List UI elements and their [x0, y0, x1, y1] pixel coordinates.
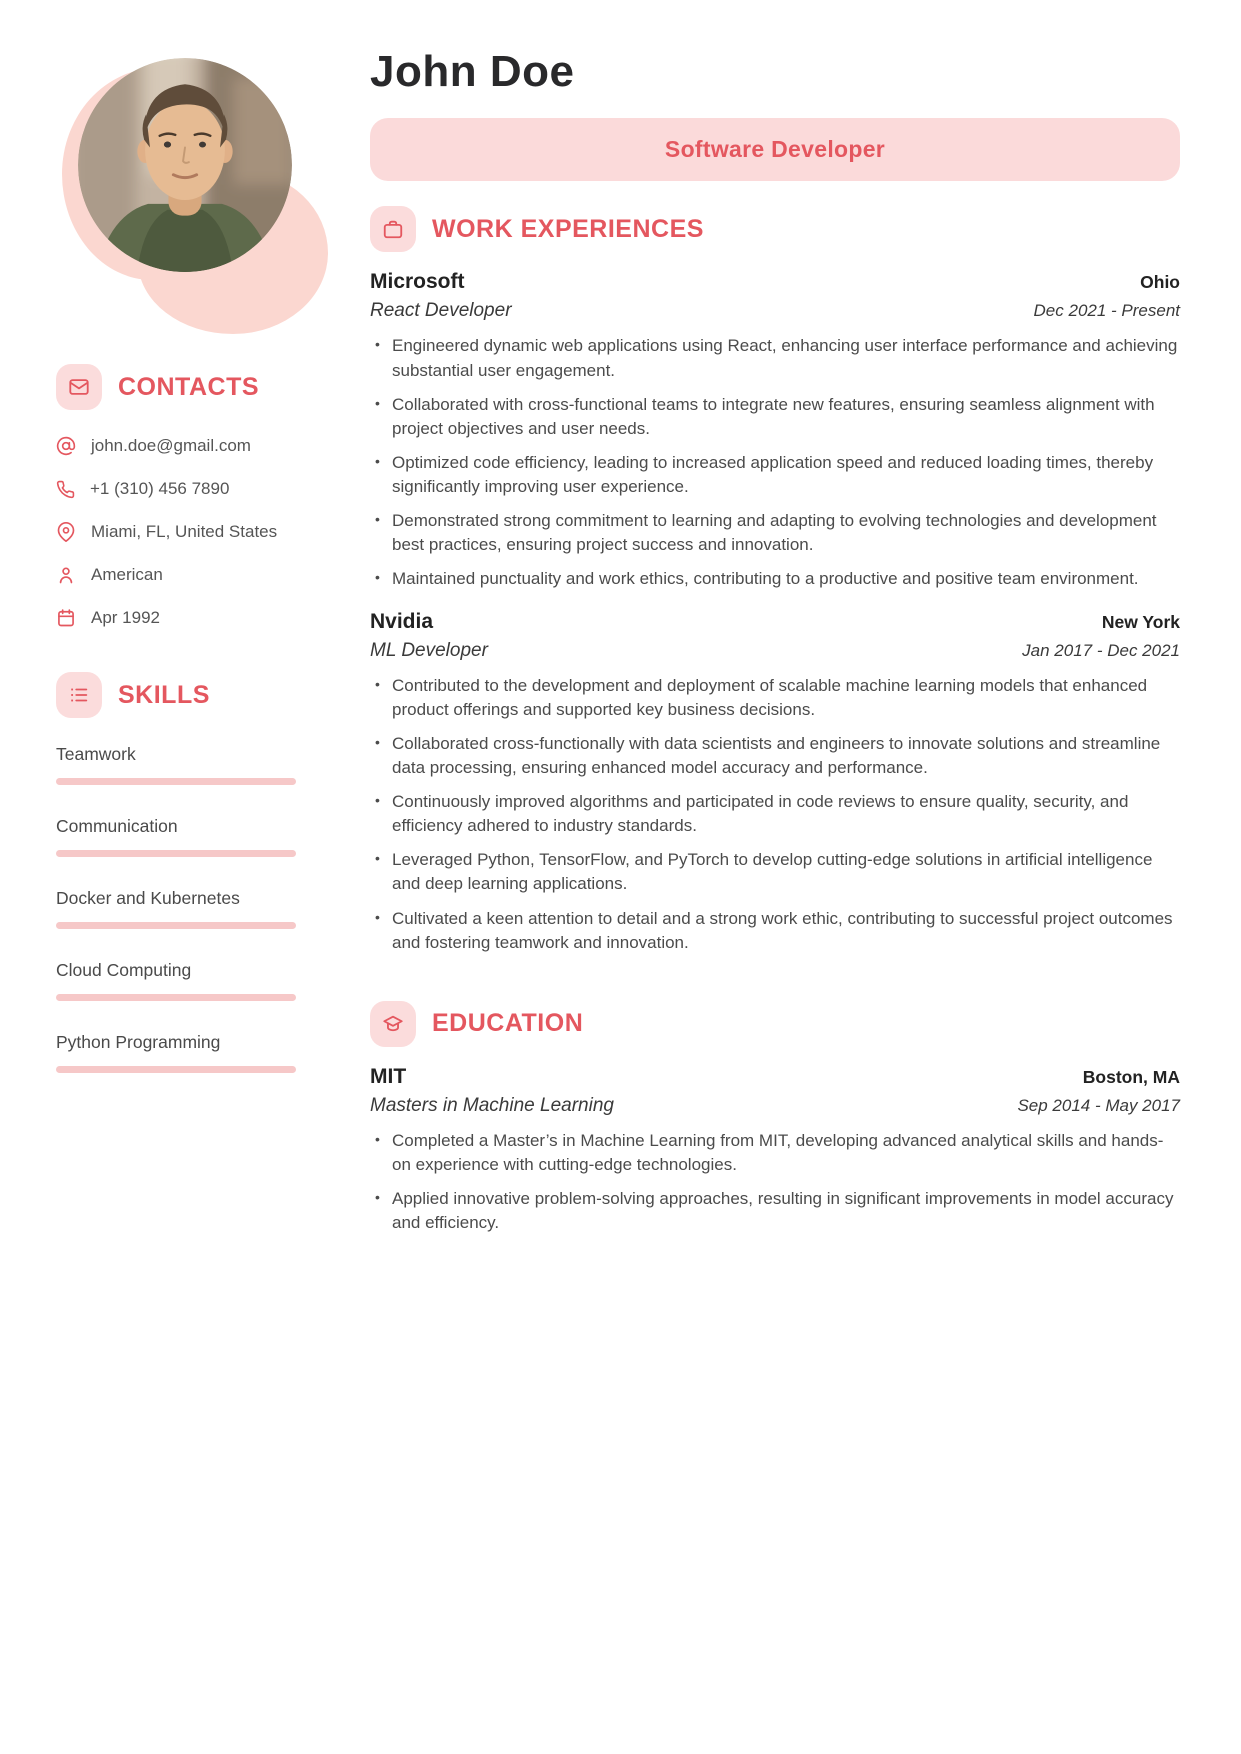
profile-photo [56, 48, 306, 320]
sidebar [56, 48, 306, 1754]
at-icon [56, 436, 76, 456]
skills-header [56, 672, 306, 718]
bullet-list [370, 1129, 1180, 1236]
person-icon [56, 565, 76, 585]
briefcase-icon [370, 206, 416, 252]
bullet-item: • Engineered dynamic web applications using React, enhancing user interface performance and achieving substantial user engagement. [370, 334, 1180, 382]
profile-photo-image [78, 58, 292, 272]
contact-text: American [91, 565, 163, 584]
skill-label: Cloud Computing [56, 960, 192, 980]
entry-dates: Jan 2017 - Dec 2021 [1022, 640, 1180, 660]
skill-item [56, 888, 306, 929]
skill-item [56, 1032, 306, 1073]
graduation-cap-icon [370, 1001, 416, 1047]
role-title: React Developer [370, 300, 512, 322]
skills-heading: SKILLS [118, 680, 210, 709]
skills-section [56, 672, 306, 1073]
contact-item [56, 608, 306, 628]
entry-location: Ohio [1140, 272, 1180, 293]
calendar-icon [56, 608, 76, 628]
contacts-section [56, 364, 306, 628]
resume-entry [370, 1065, 1180, 1236]
skill-item [56, 744, 306, 785]
education-entries [370, 1065, 1180, 1236]
bullet-item: • Applied innovative problem-solving approaches, resulting in significant improvements in model accuracy and efficiency. [370, 1187, 1180, 1235]
person-name: John Doe [370, 47, 575, 96]
skill-item [56, 816, 306, 857]
entry-dates: Dec 2021 - Present [1033, 301, 1180, 321]
bullet-list [370, 334, 1180, 591]
organization-name: MIT [370, 1064, 407, 1088]
skill-label: Communication [56, 816, 178, 836]
contact-item [56, 479, 306, 499]
entry-dates: Sep 2014 - May 2017 [1017, 1095, 1180, 1115]
skill-bar [56, 850, 296, 857]
contact-text: Apr 1992 [91, 608, 160, 627]
bullet-item: • Continuously improved algorithms and participated in code reviews to ensure quality, security, and efficiency adhered to industry standards. [370, 790, 1180, 838]
bullet-item: • Leveraged Python, TensorFlow, and PyTorch to develop cutting-edge solutions in artificial intelligence and deep learning applications. [370, 848, 1180, 896]
entry-location: New York [1101, 611, 1180, 632]
resume-entry [370, 610, 1180, 955]
contacts-header [56, 364, 306, 410]
location-icon [56, 522, 76, 542]
bullet-item: • Cultivated a keen attention to detail and a strong work ethic, contributing to successful project outcomes and fostering teamwork and innovation. [370, 907, 1180, 955]
contact-item [56, 565, 306, 585]
bullet-item: • Collaborated cross-functionally with data scientists and engineers to innovate solutions and streamline data processing, ensuring enhanced model accuracy and performance. [370, 732, 1180, 780]
job-title-pill: Software Developer [370, 118, 1180, 181]
education-header [370, 1001, 1180, 1047]
contact-text: +1 (310) 456 7890 [90, 479, 230, 498]
skill-label: Teamwork [56, 744, 136, 764]
work-entries [370, 270, 1180, 954]
bullet-item: • Optimized code efficiency, leading to increased application speed and reduced loading times, thereby significantly improving user experience. [370, 451, 1180, 499]
resume-entry [370, 270, 1180, 591]
role-title: Masters in Machine Learning [370, 1094, 614, 1116]
contact-list [56, 436, 306, 628]
contact-text: john.doe@gmail.com [91, 436, 251, 455]
organization-name: Microsoft [370, 270, 465, 294]
organization-name: Nvidia [370, 609, 434, 633]
bullet-list [370, 674, 1180, 955]
bullet-item: • Completed a Master’s in Machine Learning from MIT, developing advanced analytical skills and hands-on experience with cutting-edge technologies. [370, 1129, 1180, 1177]
skill-bar [56, 994, 296, 1001]
contact-item [56, 522, 306, 542]
list-icon [56, 672, 102, 718]
bullet-item: • Collaborated with cross-functional teams to integrate new features, ensuring seamless alignment with project objectives and user needs. [370, 393, 1180, 441]
work-header [370, 206, 1180, 252]
education-heading: EDUCATION [432, 1009, 584, 1038]
skill-bar [56, 922, 296, 929]
entry-location: Boston, MA [1082, 1066, 1180, 1087]
bullet-item: • Demonstrated strong commitment to learning and adapting to evolving technologies and development best practices, ensuring project success and innovation. [370, 509, 1180, 557]
contacts-heading: CONTACTS [118, 372, 260, 401]
work-heading: WORK EXPERIENCES [432, 214, 704, 243]
contact-text: Miami, FL, United States [91, 522, 278, 541]
skill-list [56, 744, 306, 1073]
education-section [370, 1001, 1180, 1236]
bullet-item: • Maintained punctuality and work ethics, contributing to a productive and positive team environment. [370, 567, 1180, 591]
skill-label: Docker and Kubernetes [56, 888, 240, 908]
phone-icon [56, 480, 75, 499]
work-section [370, 206, 1180, 954]
mail-icon [56, 364, 102, 410]
main-column [370, 48, 1180, 1754]
skill-label: Python Programming [56, 1032, 221, 1052]
bullet-item: • Contributed to the development and deployment of scalable machine learning models that enhanced product offerings and supported key business decisions. [370, 674, 1180, 722]
skill-bar [56, 778, 296, 785]
skill-item [56, 960, 306, 1001]
role-title: ML Developer [370, 639, 488, 661]
skill-bar [56, 1066, 296, 1073]
contact-item [56, 436, 306, 456]
